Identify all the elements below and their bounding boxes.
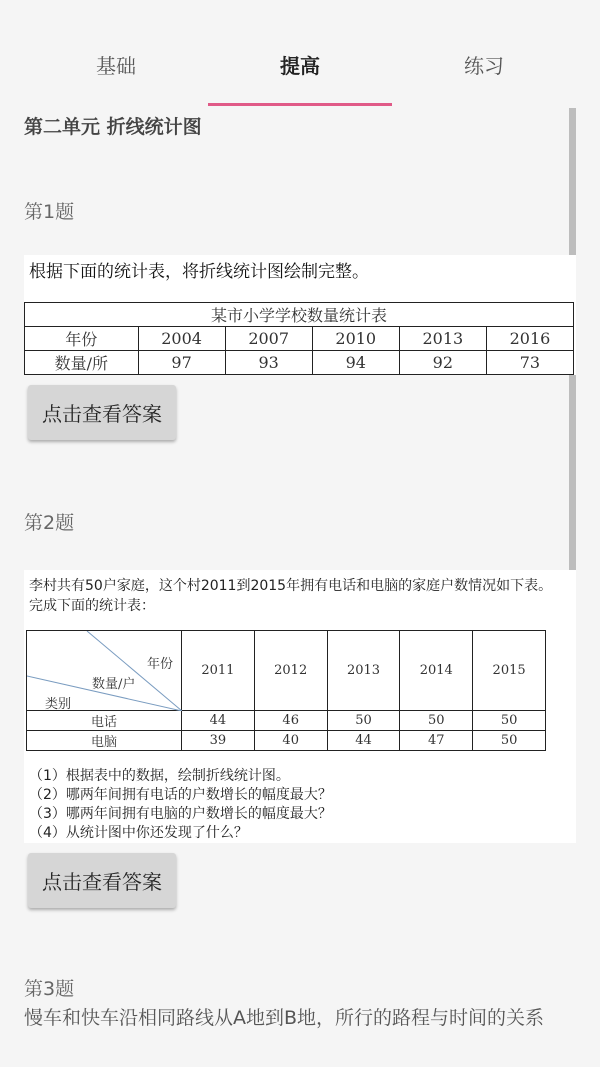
question-1-image (24, 255, 576, 375)
subquestion: （1）根据表中的数据，绘制折线统计图。 (29, 768, 290, 784)
corner-count: 数量/户 (92, 677, 136, 692)
question-1-prompt: 根据下面的统计表，将折线统计图绘制完整。 (29, 262, 369, 282)
tab-practice[interactable]: 练习 (464, 54, 504, 78)
tab-basic[interactable]: 基础 (96, 54, 136, 78)
cell: 46 (254, 711, 327, 731)
show-answer-button-2[interactable]: 点击查看答案 (28, 853, 176, 908)
question-2-label: 第2题 (24, 512, 75, 534)
cell: 44 (182, 711, 255, 731)
question-2-table (26, 630, 546, 751)
cell: 2012 (254, 631, 327, 711)
row-header: 电话 (27, 711, 182, 731)
tab-advanced[interactable]: 提高 (280, 54, 320, 78)
question-2-subquestions (29, 767, 332, 843)
cell: 2011 (182, 631, 255, 711)
row-header: 数量/所 (25, 351, 139, 375)
cell: 2016 (486, 327, 573, 351)
tab-bar (0, 0, 600, 108)
cell: 47 (400, 731, 473, 751)
cell: 2013 (327, 631, 400, 711)
question-2-image (24, 570, 576, 843)
cell: 39 (182, 731, 255, 751)
cell: 92 (399, 351, 486, 375)
question-2-prompt-1: 李村共有50户家庭，这个村2011到2015年拥有电话和电脑的家庭户数情况如下表。 (29, 578, 553, 594)
cell: 50 (473, 731, 546, 751)
cell: 50 (327, 711, 400, 731)
cell: 73 (486, 351, 573, 375)
cell: 44 (327, 731, 400, 751)
subquestion: （4）从统计图中你还发现了什么？ (29, 825, 248, 841)
cell: 2014 (400, 631, 473, 711)
subquestion: （3）哪两年间拥有电脑的户数增长的幅度最大？ (29, 806, 332, 822)
cell: 50 (473, 711, 546, 731)
cell: 2010 (312, 327, 399, 351)
cell: 94 (312, 351, 399, 375)
cell: 2004 (138, 327, 225, 351)
cell: 2007 (225, 327, 312, 351)
question-1-label: 第1题 (24, 201, 75, 223)
question-3-label: 第3题 (24, 978, 75, 1000)
row-header: 年份 (25, 327, 139, 351)
row-header: 电脑 (27, 731, 182, 751)
cell: 97 (138, 351, 225, 375)
unit-title: 第二单元 折线统计图 (24, 116, 202, 138)
question-2-prompt-2: 完成下面的统计表： (29, 598, 155, 614)
corner-category: 类别 (45, 697, 72, 712)
cell: 50 (400, 711, 473, 731)
question-1-table (24, 302, 574, 375)
corner-year: 年份 (146, 657, 173, 672)
table-title: 某市小学学校数量统计表 (25, 303, 574, 327)
cell: 93 (225, 351, 312, 375)
subquestion: （2）哪两年间拥有电话的户数增长的幅度最大？ (29, 787, 332, 803)
corner-header (27, 631, 182, 711)
cell: 2015 (473, 631, 546, 711)
cell: 40 (254, 731, 327, 751)
cell: 2013 (399, 327, 486, 351)
show-answer-button-1[interactable]: 点击查看答案 (28, 385, 176, 440)
question-3-text: 慢车和快车沿相同路线从A地到B地，所行的路程与时间的关系 (24, 1007, 545, 1029)
active-tab-indicator (208, 103, 392, 106)
